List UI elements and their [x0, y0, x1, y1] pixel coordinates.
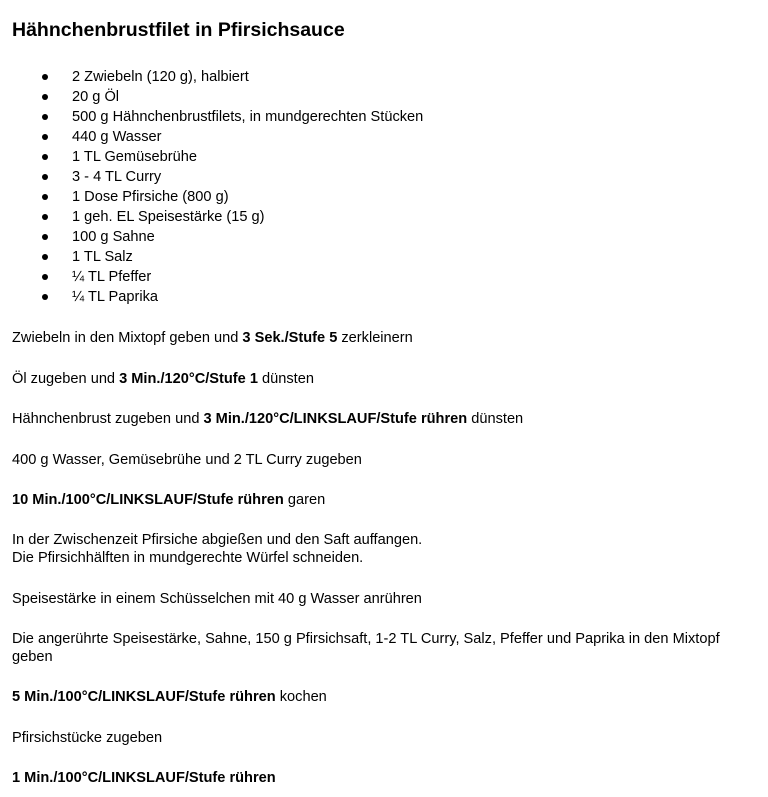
ingredient-item [0, 127, 423, 147]
bullet-icon [42, 174, 48, 180]
step-text: Zwiebeln in den Mixtopf geben und [12, 330, 243, 346]
ingredient-text: 500 g Hähnchenbrustfilets, in mundgerechten Stücken [72, 109, 424, 125]
ingredient-text: 3 - 4 TL Curry [72, 169, 162, 185]
recipe-title: Hähnchenbrustfilet in Pfirsichsauce [12, 19, 345, 41]
bullet-icon [42, 114, 48, 120]
bullet-icon [42, 294, 48, 300]
ingredient-text: 100 g Sahne [72, 229, 155, 245]
step-1 [12, 329, 752, 347]
bullet-icon [42, 94, 48, 100]
bullet-icon [42, 194, 48, 200]
step-setting: 3 Min./120°C/Stufe 1 [119, 371, 258, 387]
step-setting: 1 Min./100°C/LINKSLAUF/Stufe rühren [12, 770, 276, 786]
bullet-icon [42, 134, 48, 140]
step-text: zerkleinern [337, 330, 413, 346]
ingredient-item [0, 187, 423, 207]
step-setting: 3 Sek./Stufe 5 [242, 330, 338, 346]
step-text: Pfirsichstücke zugeben [12, 730, 163, 746]
ingredient-item [0, 227, 423, 247]
ingredient-item [0, 167, 423, 187]
bullet-icon [42, 254, 48, 260]
step-8 [12, 630, 752, 666]
ingredient-item [0, 87, 423, 107]
bullet-icon [42, 214, 48, 220]
bullet-icon [42, 274, 48, 280]
step-text: kochen [275, 689, 327, 705]
ingredient-text: 440 g Wasser [72, 129, 162, 145]
step-2 [12, 370, 752, 388]
ingredient-text: 1 geh. EL Speisestärke (15 g) [72, 209, 265, 225]
ingredient-text: 2 Zwiebeln (120 g), halbiert [72, 69, 249, 85]
ingredient-text: 1 TL Salz [72, 249, 133, 265]
step-setting: 5 Min./100°C/LINKSLAUF/Stufe rühren [12, 689, 276, 705]
step-text: dünsten [467, 411, 524, 427]
step-setting: 10 Min./100°C/LINKSLAUF/Stufe rühren [12, 492, 284, 508]
step-3 [12, 410, 752, 428]
step-9 [12, 688, 752, 706]
step-7 [12, 590, 752, 608]
step-setting: 3 Min./120°C/LINKSLAUF/Stufe rühren [203, 411, 468, 427]
step-11 [12, 769, 752, 787]
step-text: In der Zwischenzeit Pfirsiche abgießen und den Saft auffangen. Die Pfirsichhälften in mundgerechte Würfel schneiden. [12, 532, 423, 566]
step-text: Öl zugeben und [12, 371, 120, 387]
bullet-icon [42, 74, 48, 80]
ingredient-text: ¼ TL Pfeffer [72, 269, 152, 285]
step-text: dünsten [257, 371, 314, 387]
step-text: Speisestärke in einem Schüsselchen mit 40 g Wasser anrühren [12, 591, 422, 607]
ingredient-item [0, 67, 423, 87]
ingredient-text: 1 Dose Pfirsiche (800 g) [72, 189, 229, 205]
bullet-icon [42, 154, 48, 160]
ingredient-item [0, 147, 423, 167]
step-5 [12, 491, 752, 509]
ingredient-item [0, 247, 423, 267]
ingredient-item [0, 207, 423, 227]
step-4 [12, 451, 752, 469]
step-10 [12, 729, 752, 747]
ingredient-list [0, 67, 423, 307]
ingredient-item [0, 287, 423, 307]
ingredient-item [0, 267, 423, 287]
ingredient-item [0, 107, 423, 127]
step-text: 400 g Wasser, Gemüsebrühe und 2 TL Curry zugeben [12, 452, 362, 468]
step-text: Die angerührte Speisestärke, Sahne, 150 g Pfirsichsaft, 1-2 TL Curry, Salz, Pfeffer und Paprika in den Mixtopf geben [12, 631, 720, 665]
step-6 [12, 531, 752, 567]
step-text: Hähnchenbrust zugeben und [12, 411, 204, 427]
ingredient-text: ¼ TL Paprika [72, 289, 158, 305]
ingredient-text: 20 g Öl [72, 89, 120, 105]
step-text: garen [283, 492, 326, 508]
ingredient-text: 1 TL Gemüsebrühe [72, 149, 197, 165]
bullet-icon [42, 234, 48, 240]
